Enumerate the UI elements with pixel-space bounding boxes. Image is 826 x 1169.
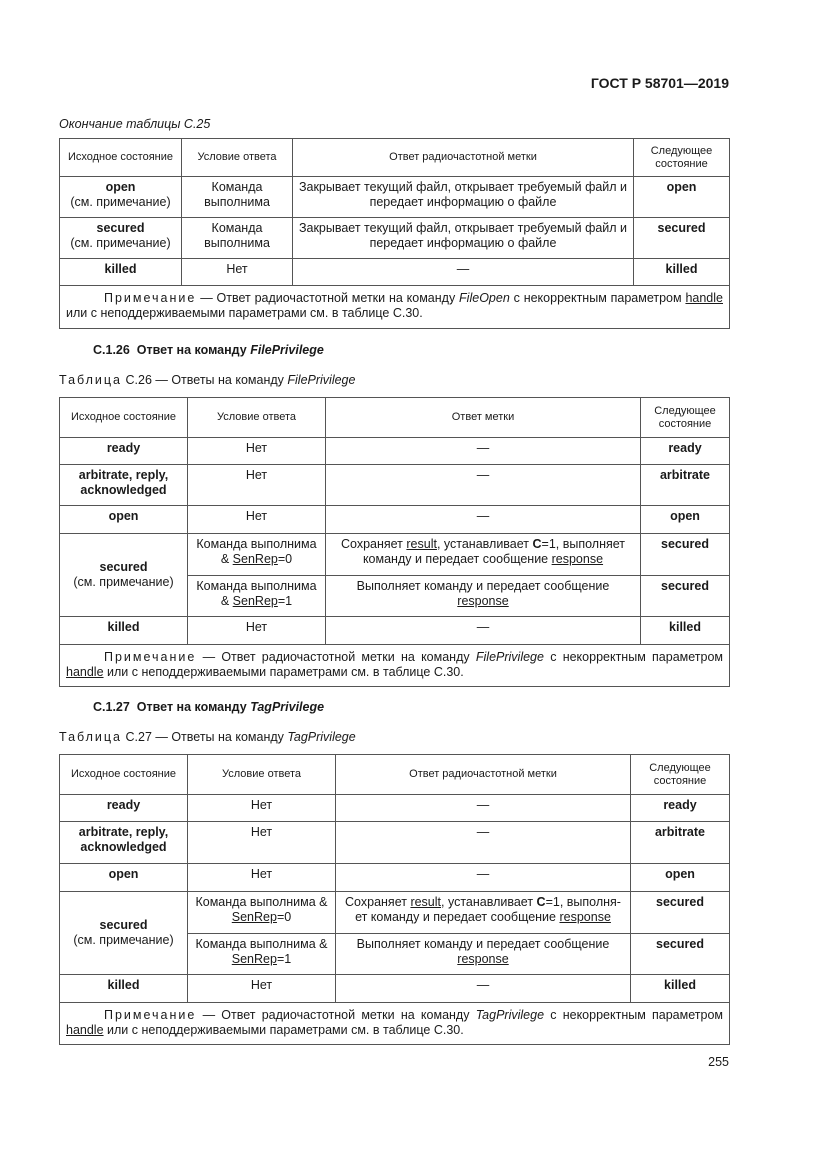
state-note: (см. примечание) (73, 575, 174, 589)
state-cell (60, 534, 188, 617)
condition-cell (188, 534, 326, 576)
section-heading-c126 (93, 343, 324, 357)
note-param: handle (66, 1023, 104, 1037)
response-cell: — (293, 259, 634, 286)
state-value: secured (96, 221, 145, 235)
note-param: handle (66, 665, 104, 679)
table-note-row (60, 1003, 730, 1045)
col-header: Исходное состояние (60, 139, 182, 177)
note-text: с некорректным параметром (543, 650, 724, 664)
table-row (60, 795, 730, 822)
response-cell (326, 534, 641, 576)
condition-cell: Нет (188, 438, 326, 465)
condition-text: Команда выполнима & (195, 937, 328, 951)
response-cell (336, 892, 631, 934)
col-header: Ответ радиочастотной метки (336, 755, 631, 795)
condition-cell (188, 892, 336, 934)
col-header: Условие ответа (182, 139, 293, 177)
response-param: response (457, 952, 509, 966)
table-row (60, 975, 730, 1003)
next-state-cell: killed (631, 975, 730, 1003)
condition-text: =1 (277, 594, 293, 608)
table-row (60, 218, 730, 259)
state-note: (см. примечание) (73, 933, 174, 947)
condition-cell: Команда выполнима (182, 218, 293, 259)
condition-cell: Нет (188, 617, 326, 645)
col-header: Исходное состояние (60, 755, 188, 795)
note-text: — Ответ радиочастотной метки на команду (196, 291, 460, 305)
response-cell: — (326, 506, 641, 534)
table-note-row (60, 645, 730, 687)
response-cell (336, 934, 631, 975)
condition-param: SenRep (231, 952, 277, 966)
condition-cell: Нет (188, 795, 336, 822)
condition-cell: Нет (182, 259, 293, 286)
table-c27-caption (59, 730, 356, 744)
response-text: Сохраняет (340, 537, 407, 551)
note-command: FilePrivilege (475, 650, 544, 664)
condition-cell: Нет (188, 465, 326, 506)
table-row (60, 617, 730, 645)
table-note (60, 1003, 730, 1045)
table-row (60, 177, 730, 218)
next-state-cell: ready (641, 438, 730, 465)
response-text: Сохраняет (345, 895, 411, 909)
section-number: С.1.27 (93, 700, 130, 714)
response-cell: — (326, 438, 641, 465)
response-cell: — (326, 617, 641, 645)
next-state-cell: open (634, 177, 730, 218)
state-cell: killed (60, 617, 188, 645)
state-cell (60, 892, 188, 975)
state-cell: open (60, 864, 188, 892)
section-command: FilePrivilege (250, 343, 324, 357)
note-text: или с неподдерживаемыми параметрами см. в таблице С.30. (103, 665, 464, 679)
next-state-cell: arbitrate (631, 822, 730, 864)
note-command: TagPrivilege (475, 1008, 545, 1022)
response-cell: — (326, 465, 641, 506)
caption-command: FilePrivilege (287, 373, 356, 387)
condition-cell: Нет (188, 864, 336, 892)
note-label: Примечание (104, 650, 197, 664)
caption-text: С.26 — Ответы на команду (122, 373, 288, 387)
caption-label: Таблица (59, 730, 123, 744)
state-cell: ready (60, 438, 188, 465)
note-label: Примечание (104, 1008, 197, 1022)
table-row (60, 438, 730, 465)
page-number: 255 (708, 1055, 729, 1069)
response-text: Выполняет команду и передает сообщение (356, 579, 610, 593)
table-row (60, 864, 730, 892)
condition-cell: Нет (188, 506, 326, 534)
caption-text: С.27 — Ответы на команду (122, 730, 288, 744)
table-header-row (60, 755, 730, 795)
table-row (60, 822, 730, 864)
state-cell: open (60, 506, 188, 534)
response-cell: — (336, 795, 631, 822)
condition-cell: Нет (188, 822, 336, 864)
table-note-row (60, 286, 730, 329)
state-cell: arbitrate, reply, acknowledged (60, 822, 188, 864)
next-state-cell: secured (631, 892, 730, 934)
note-text: с некорректным параметром (509, 291, 686, 305)
next-state-cell: arbitrate (641, 465, 730, 506)
condition-text: =1 (276, 952, 292, 966)
table-row (60, 892, 730, 934)
state-note: (см. примечание) (70, 236, 171, 250)
table-c26-caption (59, 373, 355, 387)
next-state-cell: killed (641, 617, 730, 645)
condition-param: SenRep (231, 910, 277, 924)
condition-cell: Нет (188, 975, 336, 1003)
condition-text: Команда выполнима & (196, 537, 317, 566)
response-bold: C (532, 537, 542, 551)
table-c27 (59, 754, 730, 1045)
state-cell: killed (60, 975, 188, 1003)
next-state-cell: ready (631, 795, 730, 822)
response-param: response (551, 552, 604, 566)
col-header: Следующее состояние (634, 139, 730, 177)
next-state-cell: secured (641, 576, 730, 617)
next-state-cell: secured (631, 934, 730, 975)
col-header: Условие ответа (188, 398, 326, 438)
next-state-cell: secured (634, 218, 730, 259)
response-param: result (410, 895, 442, 909)
section-command: TagPrivilege (250, 700, 325, 714)
next-state-cell: killed (634, 259, 730, 286)
table-note (60, 286, 730, 329)
response-text: Выполняет команду и передает сообщение (356, 937, 610, 951)
condition-text: Команда выполнима & (195, 895, 328, 909)
condition-cell (188, 934, 336, 975)
section-title: Ответ на команду (136, 343, 251, 357)
note-label: Примечание (104, 291, 197, 305)
state-note: (см. примечание) (70, 195, 171, 209)
state-cell: arbitrate, reply, acknowledged (60, 465, 188, 506)
section-number: С.1.26 (93, 343, 130, 357)
state-cell (60, 177, 182, 218)
table-row (60, 465, 730, 506)
table-row (60, 259, 730, 286)
state-value: secured (99, 560, 148, 574)
table-row (60, 506, 730, 534)
state-value: open (105, 180, 136, 194)
next-state-cell: secured (641, 534, 730, 576)
caption-command: TagPrivilege (287, 730, 356, 744)
condition-cell: Команда выполнима (182, 177, 293, 218)
condition-text: Команда выполнима & (196, 579, 317, 608)
state-cell: ready (60, 795, 188, 822)
note-param: handle (685, 291, 723, 305)
note-text: с некорректным параметром (544, 1008, 723, 1022)
condition-param: SenRep (232, 594, 278, 608)
table-c25-caption: Окончание таблицы С.25 (59, 117, 211, 131)
document-code: ГОСТ Р 58701—2019 (590, 75, 729, 91)
note-text: или с неподдерживаемыми параметрами см. в таблице С.30. (103, 1023, 464, 1037)
response-cell: — (336, 975, 631, 1003)
response-text: , устанавливает (436, 537, 533, 551)
condition-param: SenRep (232, 552, 278, 566)
condition-cell (188, 576, 326, 617)
next-state-cell: open (641, 506, 730, 534)
response-bold: C (536, 895, 546, 909)
note-command: FileOpen (459, 291, 510, 305)
col-header: Ответ радиочастотной метки (293, 139, 634, 177)
table-note (60, 645, 730, 687)
col-header: Следующее состояние (631, 755, 730, 795)
response-cell: Закрывает текущий файл, открывает требуемый файл и передает информацию о файле (293, 218, 634, 259)
response-cell: — (336, 822, 631, 864)
table-row (60, 534, 730, 576)
caption-label: Таблица (59, 373, 123, 387)
col-header: Исходное состояние (60, 398, 188, 438)
response-param: result (406, 537, 437, 551)
col-header: Условие ответа (188, 755, 336, 795)
col-header: Ответ метки (326, 398, 641, 438)
response-text: =1, выполня-ет команду и передает сообщение (355, 895, 621, 924)
section-heading-c127 (93, 700, 324, 714)
table-header-row (60, 398, 730, 438)
col-header: Следующее состояние (641, 398, 730, 438)
note-text: или с неподдерживаемыми параметрами см. в таблице С.30. (66, 306, 423, 320)
condition-text: =0 (276, 910, 292, 924)
response-text: =1, выполняет команду и передает сообщение (362, 537, 626, 566)
table-c26 (59, 397, 730, 687)
section-title: Ответ на команду (136, 700, 251, 714)
state-value: secured (99, 918, 148, 932)
table-header-row (60, 139, 730, 177)
response-param: response (559, 910, 611, 924)
table-c25 (59, 138, 730, 329)
response-cell: Закрывает текущий файл, открывает требуемый файл и передает информацию о файле (293, 177, 634, 218)
response-text: , устанавливает (441, 895, 537, 909)
state-cell: killed (60, 259, 182, 286)
response-cell: — (336, 864, 631, 892)
response-param: response (457, 594, 509, 608)
condition-text: =0 (277, 552, 293, 566)
state-cell (60, 218, 182, 259)
response-cell (326, 576, 641, 617)
note-text: — Ответ радиочастотной метки на команду (196, 1008, 476, 1022)
note-text: — Ответ радиочастотной метки на команду (196, 650, 476, 664)
next-state-cell: open (631, 864, 730, 892)
